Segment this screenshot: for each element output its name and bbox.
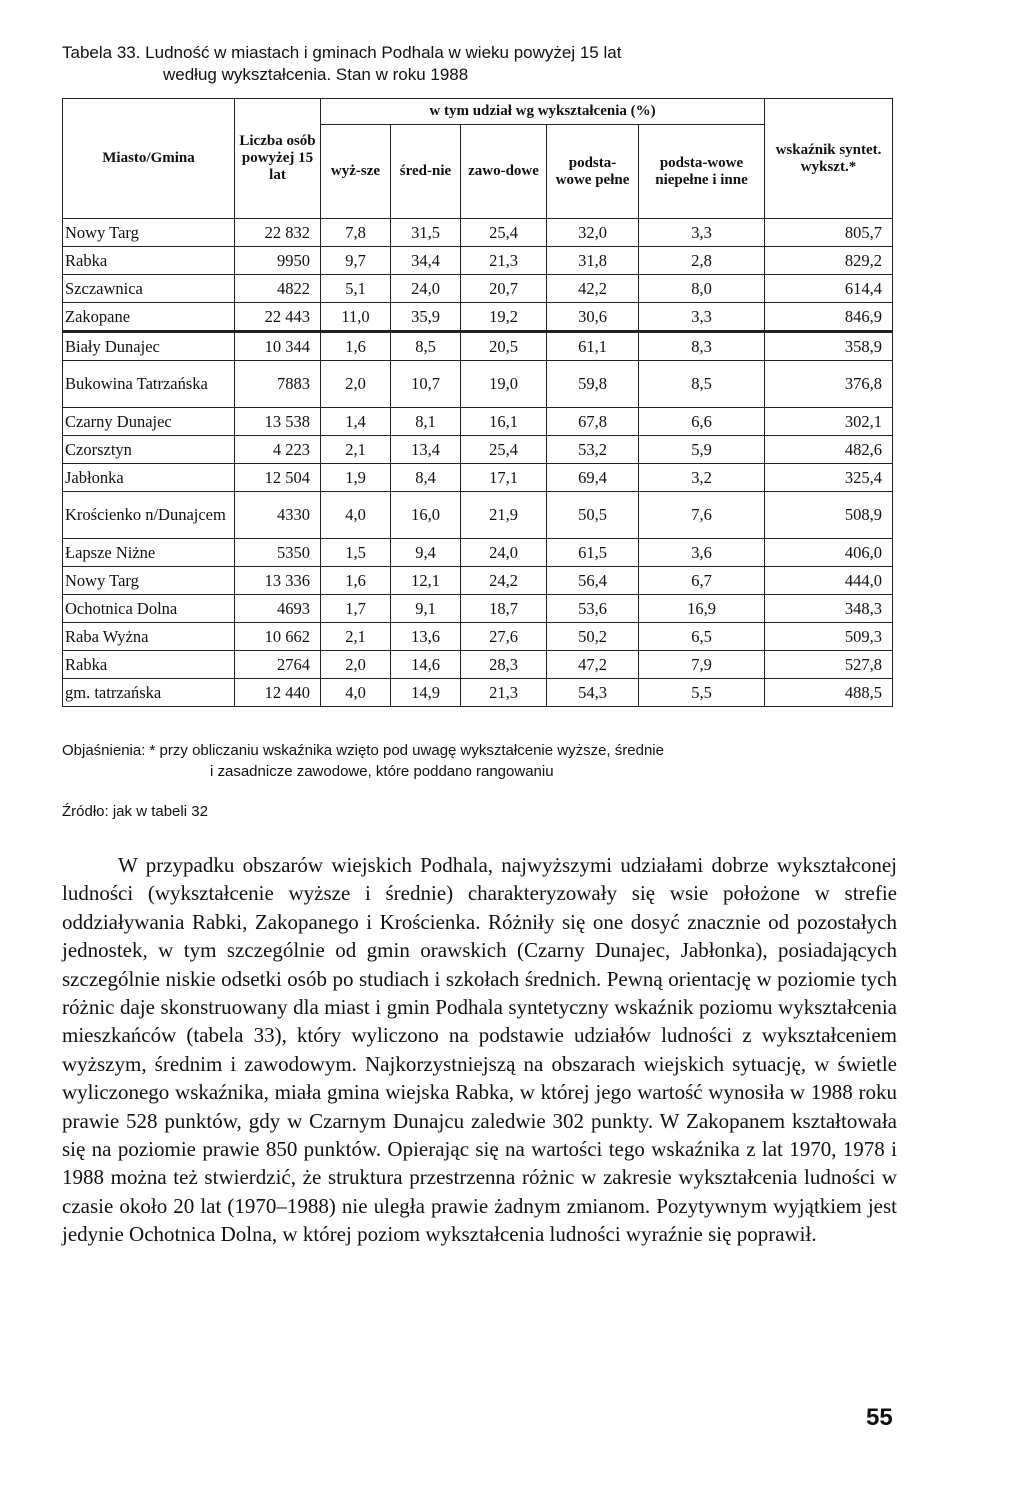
cell-count: 4693 [235, 595, 321, 623]
cell-count: 13 336 [235, 567, 321, 595]
cell-index: 376,8 [765, 361, 893, 408]
cell-index: 325,4 [765, 464, 893, 492]
cell-primary-full: 53,2 [547, 436, 639, 464]
cell-primary-incomplete: 3,2 [639, 464, 765, 492]
cell-index: 614,4 [765, 275, 893, 303]
cell-count: 4822 [235, 275, 321, 303]
cell-secondary: 34,4 [391, 247, 461, 275]
cell-primary-incomplete: 8,0 [639, 275, 765, 303]
cell-higher: 1,6 [321, 567, 391, 595]
cell-primary-full: 50,5 [547, 492, 639, 539]
cell-primary-full: 59,8 [547, 361, 639, 408]
cell-name: Czorsztyn [63, 436, 235, 464]
cell-primary-incomplete: 6,5 [639, 623, 765, 651]
cell-higher: 9,7 [321, 247, 391, 275]
notes-line-1: Objaśnienia: * przy obliczaniu wskaźnika wzięto pod uwagę wykształcenie wyższe, średnie [62, 742, 664, 759]
cell-vocational: 18,7 [461, 595, 547, 623]
table-row [63, 219, 893, 247]
cell-primary-full: 67,8 [547, 408, 639, 436]
cell-index: 527,8 [765, 651, 893, 679]
cell-higher: 1,6 [321, 332, 391, 361]
header-vocational: zawo-dowe [461, 125, 547, 219]
cell-index: 302,1 [765, 408, 893, 436]
cell-count: 12 504 [235, 464, 321, 492]
cell-count: 7883 [235, 361, 321, 408]
cell-secondary: 13,4 [391, 436, 461, 464]
cell-name: Łapsze Niżne [63, 539, 235, 567]
cell-primary-full: 61,1 [547, 332, 639, 361]
cell-vocational: 21,9 [461, 492, 547, 539]
cell-vocational: 16,1 [461, 408, 547, 436]
cell-name: Czarny Dunajec [63, 408, 235, 436]
cell-index: 482,6 [765, 436, 893, 464]
cell-secondary: 12,1 [391, 567, 461, 595]
cell-count: 13 538 [235, 408, 321, 436]
cell-primary-full: 69,4 [547, 464, 639, 492]
cell-primary-incomplete: 3,3 [639, 303, 765, 332]
table-row [63, 361, 893, 408]
cell-primary-full: 47,2 [547, 651, 639, 679]
cell-count: 22 832 [235, 219, 321, 247]
cell-higher: 2,1 [321, 623, 391, 651]
table-row [63, 651, 893, 679]
table-row [63, 464, 893, 492]
header-primary-incomplete: podsta-wowe niepełne i inne [639, 125, 765, 219]
table-row [63, 492, 893, 539]
cell-count: 10 344 [235, 332, 321, 361]
header-synthetic-index: wskaźnik syntet. wykszt.* [765, 99, 893, 219]
caption-line-1: Tabela 33. Ludność w miastach i gminach Podhala w wieku powyżej 15 lat [62, 43, 622, 62]
cell-primary-incomplete: 7,6 [639, 492, 765, 539]
body-text [62, 851, 897, 1249]
cell-index: 406,0 [765, 539, 893, 567]
cell-higher: 5,1 [321, 275, 391, 303]
cell-primary-incomplete: 7,9 [639, 651, 765, 679]
cell-name: Biały Dunajec [63, 332, 235, 361]
cell-primary-incomplete: 5,5 [639, 679, 765, 707]
header-city: Miasto/Gmina [63, 99, 235, 219]
cell-index: 805,7 [765, 219, 893, 247]
cell-count: 12 440 [235, 679, 321, 707]
cell-index: 488,5 [765, 679, 893, 707]
cell-vocational: 21,3 [461, 247, 547, 275]
cell-vocational: 20,7 [461, 275, 547, 303]
cell-secondary: 8,5 [391, 332, 461, 361]
cell-primary-incomplete: 16,9 [639, 595, 765, 623]
cell-primary-incomplete: 6,7 [639, 567, 765, 595]
cell-higher: 1,4 [321, 408, 391, 436]
cell-primary-incomplete: 2,8 [639, 247, 765, 275]
table-row [63, 623, 893, 651]
cell-secondary: 31,5 [391, 219, 461, 247]
cell-primary-full: 56,4 [547, 567, 639, 595]
cell-vocational: 27,6 [461, 623, 547, 651]
table-row [63, 275, 893, 303]
cell-vocational: 24,0 [461, 539, 547, 567]
cell-secondary: 14,6 [391, 651, 461, 679]
cell-primary-incomplete: 3,6 [639, 539, 765, 567]
cell-index: 358,9 [765, 332, 893, 361]
cell-primary-full: 54,3 [547, 679, 639, 707]
header-count: Liczba osób powyżej 15 lat [235, 99, 321, 219]
cell-name: gm. tatrzańska [63, 679, 235, 707]
table-caption [62, 42, 962, 86]
cell-vocational: 19,0 [461, 361, 547, 408]
source-note: Źródło: jak w tabeli 32 [62, 803, 208, 820]
cell-vocational: 19,2 [461, 303, 547, 332]
header-secondary: śred-nie [391, 125, 461, 219]
cell-primary-full: 61,5 [547, 539, 639, 567]
cell-secondary: 8,4 [391, 464, 461, 492]
cell-index: 509,3 [765, 623, 893, 651]
cell-count: 9950 [235, 247, 321, 275]
cell-vocational: 25,4 [461, 219, 547, 247]
cell-secondary: 9,4 [391, 539, 461, 567]
cell-name: Ochotnica Dolna [63, 595, 235, 623]
table-row [63, 679, 893, 707]
cell-count: 4 223 [235, 436, 321, 464]
cell-primary-incomplete: 8,5 [639, 361, 765, 408]
cell-secondary: 10,7 [391, 361, 461, 408]
cell-higher: 7,8 [321, 219, 391, 247]
cell-vocational: 20,5 [461, 332, 547, 361]
cell-primary-incomplete: 5,9 [639, 436, 765, 464]
cell-higher: 11,0 [321, 303, 391, 332]
cell-higher: 4,0 [321, 492, 391, 539]
cell-secondary: 13,6 [391, 623, 461, 651]
table-row [63, 539, 893, 567]
cell-index: 444,0 [765, 567, 893, 595]
cell-primary-full: 50,2 [547, 623, 639, 651]
cell-secondary: 35,9 [391, 303, 461, 332]
cell-higher: 1,5 [321, 539, 391, 567]
header-education-share: w tym udział wg wykształcenia (%) [321, 99, 765, 125]
cell-secondary: 24,0 [391, 275, 461, 303]
cell-higher: 2,1 [321, 436, 391, 464]
cell-vocational: 21,3 [461, 679, 547, 707]
header-primary-full: podsta-wowe pełne [547, 125, 639, 219]
cell-count: 5350 [235, 539, 321, 567]
cell-name: Nowy Targ [63, 567, 235, 595]
cell-higher: 1,7 [321, 595, 391, 623]
cell-count: 4330 [235, 492, 321, 539]
cell-name: Nowy Targ [63, 219, 235, 247]
cell-higher: 1,9 [321, 464, 391, 492]
cell-higher: 2,0 [321, 651, 391, 679]
cell-higher: 2,0 [321, 361, 391, 408]
cell-name: Rabka [63, 651, 235, 679]
cell-index: 348,3 [765, 595, 893, 623]
cell-name: Raba Wyżna [63, 623, 235, 651]
cell-primary-full: 30,6 [547, 303, 639, 332]
table-row [63, 332, 893, 361]
caption-line-2: według wykształcenia. Stan w roku 1988 [163, 65, 469, 84]
cell-index: 508,9 [765, 492, 893, 539]
cell-secondary: 8,1 [391, 408, 461, 436]
table-row [63, 408, 893, 436]
cell-index: 829,2 [765, 247, 893, 275]
table-notes [62, 740, 902, 782]
table-row [63, 595, 893, 623]
cell-name: Krościenko n/Dunajcem [63, 492, 235, 539]
cell-vocational: 24,2 [461, 567, 547, 595]
cell-name: Zakopane [63, 303, 235, 332]
cell-primary-full: 42,2 [547, 275, 639, 303]
cell-secondary: 14,9 [391, 679, 461, 707]
cell-name: Szczawnica [63, 275, 235, 303]
table-row [63, 567, 893, 595]
cell-primary-full: 31,8 [547, 247, 639, 275]
cell-primary-full: 53,6 [547, 595, 639, 623]
cell-primary-incomplete: 8,3 [639, 332, 765, 361]
table-row [63, 436, 893, 464]
cell-secondary: 9,1 [391, 595, 461, 623]
cell-vocational: 25,4 [461, 436, 547, 464]
cell-name: Jabłonka [63, 464, 235, 492]
table-row [63, 247, 893, 275]
header-higher: wyż-sze [321, 125, 391, 219]
notes-line-2: i zasadnicze zawodowe, które poddano rangowaniu [210, 763, 554, 780]
cell-vocational: 17,1 [461, 464, 547, 492]
cell-index: 846,9 [765, 303, 893, 332]
table-row [63, 303, 893, 332]
cell-name: Bukowina Tatrzańska [63, 361, 235, 408]
education-table [62, 98, 893, 707]
cell-primary-full: 32,0 [547, 219, 639, 247]
cell-count: 10 662 [235, 623, 321, 651]
cell-higher: 4,0 [321, 679, 391, 707]
cell-count: 22 443 [235, 303, 321, 332]
cell-vocational: 28,3 [461, 651, 547, 679]
page-number: 55 [866, 1404, 893, 1431]
cell-primary-incomplete: 6,6 [639, 408, 765, 436]
cell-secondary: 16,0 [391, 492, 461, 539]
cell-count: 2764 [235, 651, 321, 679]
cell-primary-incomplete: 3,3 [639, 219, 765, 247]
body-paragraph: W przypadku obszarów wiejskich Podhala, najwyższymi udziałami dobrze wykształconej ludności (wykształcenie wyższe i średnie) charakteryzowały się wsie położone w strefie oddziaływania Rabki, Zakopanego i Krościenka. Różniły się one dosyć znacznie od pozostałych jednostek, w tym szczególnie od gmin orawskich (Czarny Dunajec, Jabłonka), posiadających szczególnie niskie odsetki osób po studiach i szkołach średnich. Pewną orientację w poziomie tych różnic daje skonstruowany dla miast i gmin Podhala syntetyczny wskaźnik poziomu wykształcenia mieszkańców (tabela 33), który wyliczono na podstawie udziałów ludności z wykształceniem wyższym, średnim i zawodowym. Najkorzystniejszą na obszarach wiejskich sytuację, w świetle wyliczonego wskaźnika, miała gmina wiejska Rabka, w której jego wartość wynosiła w 1988 roku prawie 528 punktów, gdy w Czarnym Dunajcu zaledwie 302 punkty. W Zakopanem kształtowała się na poziomie prawie 850 punktów. Opierając się na wartości tego wskaźnika z lat 1970, 1978 i 1988 można też stwierdzić, że struktura przestrzenna różnic w zakresie wykształcenia ludności w czasie około 20 lat (1970–1988) nie uległa prawie żadnym zmianom. Pozytywnym wyjątkiem jest jedynie Ochotnica Dolna, w której poziom wykształcenia ludności wyraźnie się poprawił. [62, 853, 897, 1247]
cell-name: Rabka [63, 247, 235, 275]
